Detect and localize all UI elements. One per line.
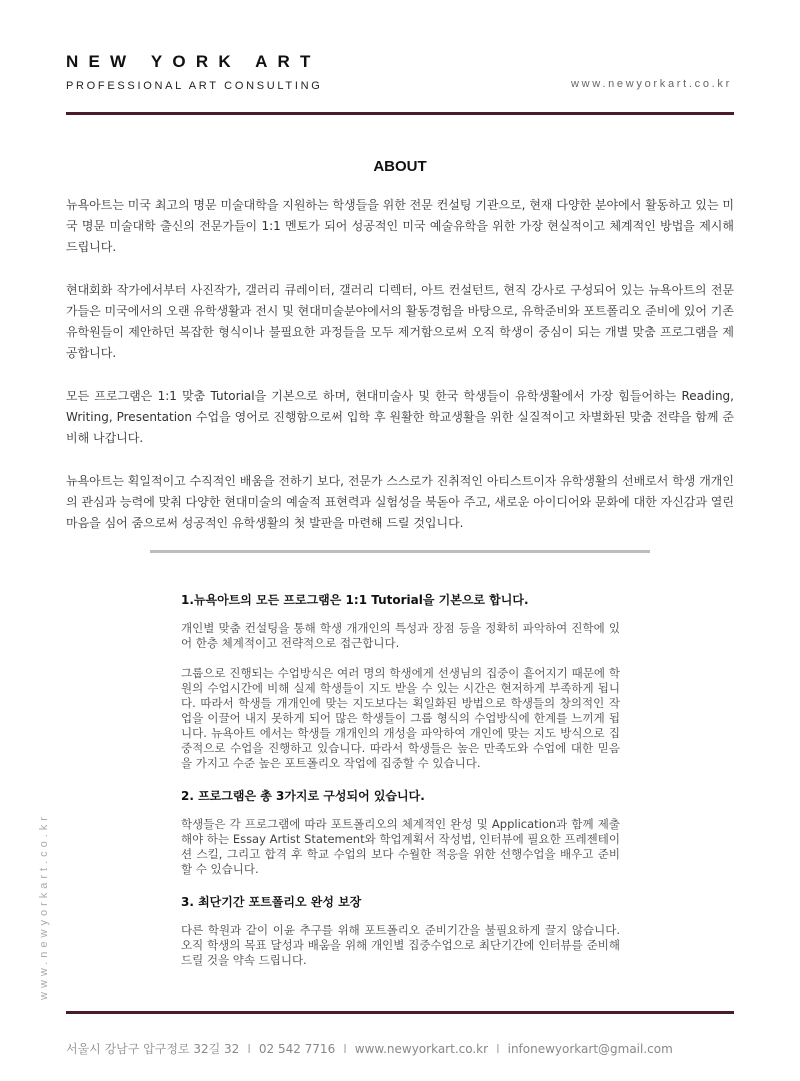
footer <box>66 1040 786 1057</box>
program-3-title: 3. 최단기간 포트폴리오 완성 보장 <box>181 895 362 909</box>
side-website-text: www.newyorkart.co.kr <box>38 813 50 1000</box>
footer-divider <box>66 1011 734 1014</box>
footer-address: 서울시 강남구 압구정로 32길 32 <box>66 1042 240 1056</box>
about-section <box>66 195 734 556</box>
about-paragraph-2: 현대회화 작가에서부터 사진작가, 갤러리 큐레이터, 갤러리 디렉터, 아트 컨설턴트, 현직 강사로 구성되어 있는 뉴욕아트의 전문가들은 미국에서의 오랜 유학생활과 전시 및 현대미술분야에서의 활동경험을 바탕으로, 유학준비와 포트폴리오 준비에 있어 기존 유학원들이 제안하던 복잡한 형식이나 불필요한 과정들을 모두 제거함으로써 오직 학생이 중심이 되는 개별 맞춤 프로그램을 제공합니다. <box>66 283 734 360</box>
footer-phone: 02 542 7716 <box>258 1042 336 1056</box>
about-paragraph-1: 뉴욕아트는 미국 최고의 명문 미술대학을 지원하는 학생들을 위한 전문 컨설팅 기관으로, 현재 다양한 분야에서 활동하고 있는 미국 명문 미술대학 출신의 전문가들이 1:1 멘토가 되어 성공적인 미국 예술유학을 위한 가장 현실적이고 체계적인 방법을 제시해드립니다. <box>66 198 734 254</box>
program-2-title: 2. 프로그램은 총 3가지로 구성되어 있습니다. <box>181 789 425 803</box>
about-paragraph-3: 모든 프로그램은 1:1 맞춤 Tutorial을 기본으로 하며, 현대미술사 및 한국 학생들이 유학생활에서 가장 힘들어하는 Reading, Writing, Presentation 수업을 영어로 진행함으로써 입학 후 원활한 학교생활을 위한 실질적이고 차별화된 맞춤 전략을 함께 준비해 나갑니다. <box>66 389 734 445</box>
brand-title: NEW YORK ART <box>66 52 321 71</box>
program-1-title: 1.뉴욕아트의 모든 프로그램은 1:1 Tutorial을 기본으로 합니다. <box>181 593 529 607</box>
footer-separator: I <box>247 1042 251 1056</box>
brand-subtitle: PROFESSIONAL ART CONSULTING <box>66 80 323 92</box>
footer-separator: I <box>343 1042 347 1056</box>
about-heading: ABOUT <box>373 158 427 175</box>
about-paragraph-4: 뉴욕아트는 획일적이고 수직적인 배움을 전하기 보다, 전문가 스스로가 진취적인 아티스트이자 유학생활의 선배로서 학생 개개인의 관심과 능력에 맞춰 다양한 현대미술의 예술적 표현력과 실험성을 북돋아 주고, 새로운 아이디어와 문화에 대한 자신감과 열린 마음을 심어 줌으로써 성공적인 유학생활의 첫 발판을 마련해 드릴 것입니다. <box>66 474 734 530</box>
program-2-paragraph-1: 학생들은 각 프로그램에 따라 포트폴리오의 체계적인 완성 및 Application과 함께 제출해야 하는 Essay Artist Statement와 학업계획서 작성법, 인터뷰에 필요한 프레젠테이션 스킬, 그리고 합격 후 학교 수업의 보다 수월한 적응을 위한 선행수업을 배우고 준비할 수 있습니다. <box>181 817 620 876</box>
program-1-paragraph-1: 개인별 맞춤 컨설팅을 통해 학생 개개인의 특성과 장점 등을 정확히 파악하여 진학에 있어 한층 체계적이고 전략적으로 접근합니다. <box>181 621 620 650</box>
footer-email-link[interactable]: infonewyorkart@gmail.com <box>507 1042 673 1056</box>
section-divider <box>150 550 650 553</box>
program-section <box>181 590 620 983</box>
header-divider <box>66 112 734 115</box>
footer-separator: I <box>496 1042 500 1056</box>
program-1-paragraph-2: 그룹으로 진행되는 수업방식은 여러 명의 학생에게 선생님의 집중이 흩어지기 때문에 학원의 수업시간에 비해 실제 학생들이 지도 받을 수 있는 시간은 현저하게 부족하게 됩니다. 따라서 학생들 개개인에 맞는 지도보다는 획일화된 방법으로 학생들의 창의적인 작업을 이끌어 내지 못하게 되어 많은 학생들이 그룹 형식의 수업방식에 한계를 느끼게 됩니다. 뉴욕아트 에서는 학생들 개개인의 개성을 파악하여 개인에 맞는 지도 방식으로 집중적으로 수업을 진행하고 있습니다. 따라서 학생들은 높은 만족도와 수업에 대한 믿음을 가지고 수준 높은 포트폴리오 작업에 집중할 수 있습니다. <box>181 666 620 770</box>
program-3-paragraph-1: 다른 학원과 같이 이윤 추구를 위해 포트폴리오 준비기간을 불필요하게 끌지 않습니다. 오직 학생의 목표 달성과 배움을 위해 개인별 집중수업으로 최단기간에 인터뷰를 준비해 드릴 것을 약속 드립니다. <box>181 923 620 967</box>
footer-website-link[interactable]: www.newyorkart.co.kr <box>354 1042 489 1056</box>
header-website-link[interactable]: www.newyorkart.co.kr <box>571 78 732 90</box>
